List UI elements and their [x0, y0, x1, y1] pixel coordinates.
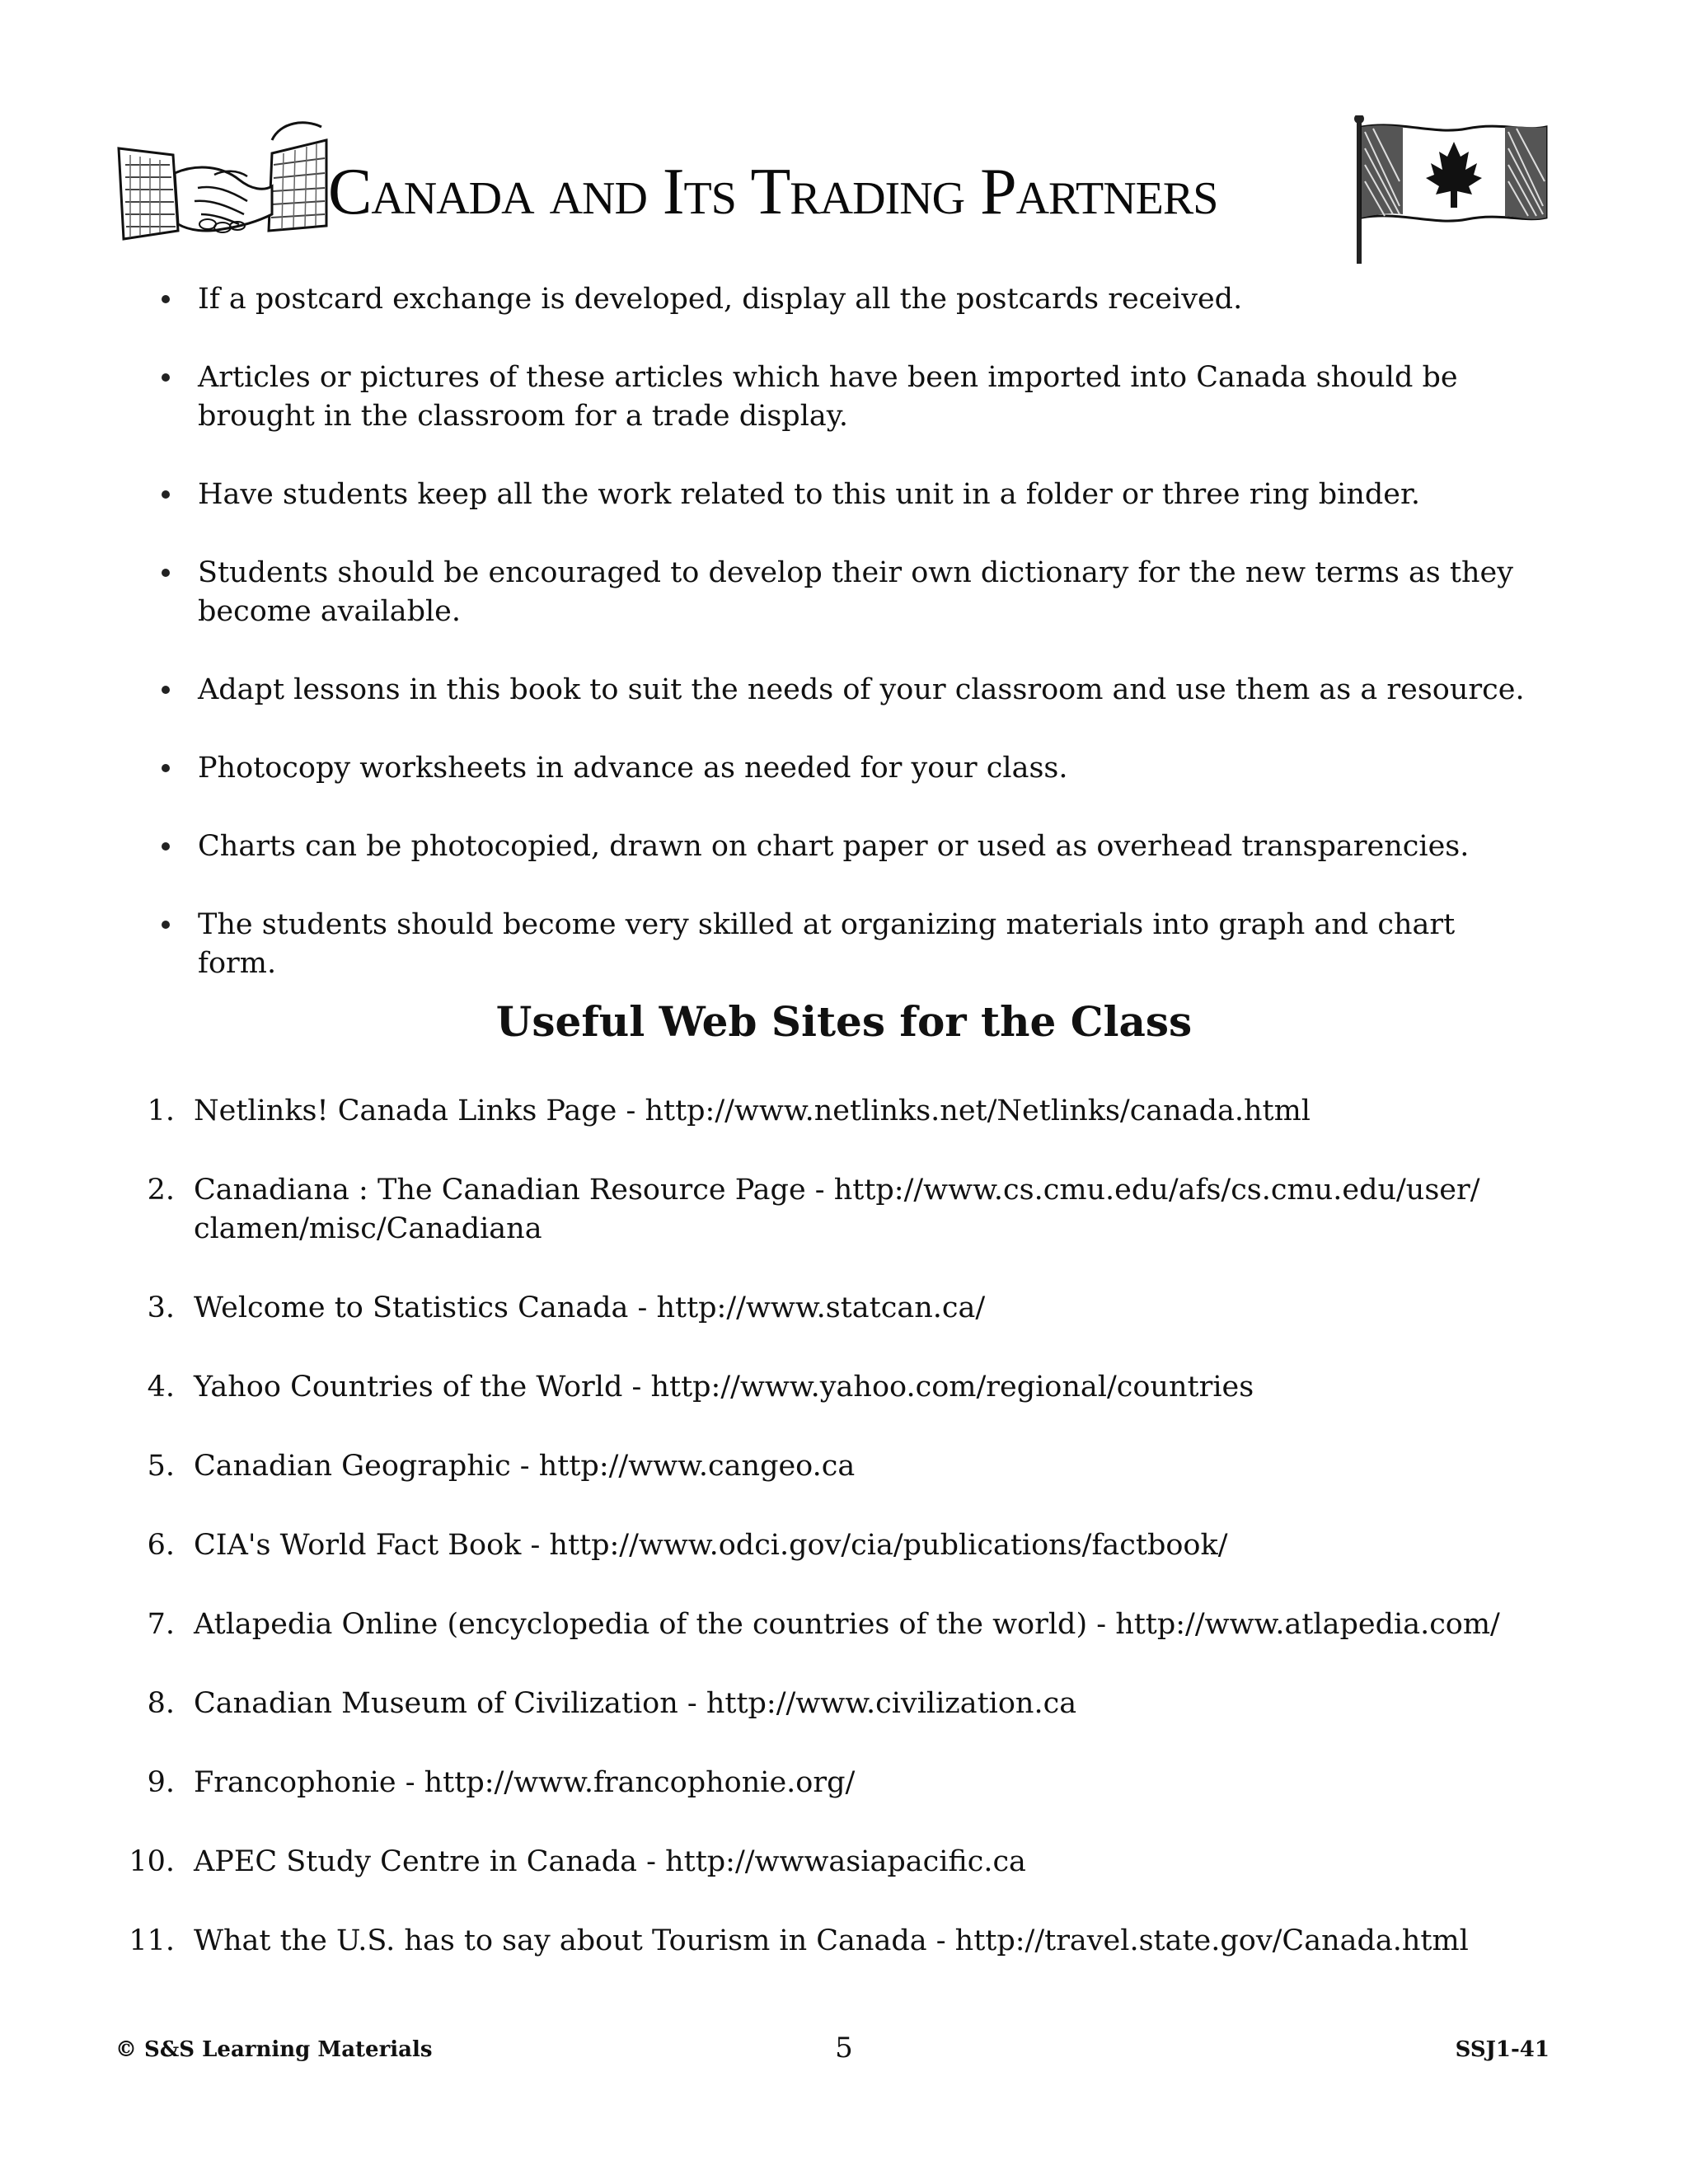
bullet-icon: [162, 295, 170, 303]
item-number: 8.: [147, 1687, 175, 1720]
list-item: Students should be encouraged to develop their own dictionary for the new terms as they become available.: [157, 554, 1525, 631]
site-text: Canadiana : The Canadian Resource Page - http://www.cs.cmu.edu/afs/cs.cmu.edu/user/ clamen/misc/Canadiana: [194, 1174, 1480, 1245]
list-item: [115, 1764, 1533, 1802]
list-item: If a postcard exchange is developed, display all the postcards received.: [157, 280, 1525, 319]
item-number: 5.: [147, 1450, 175, 1483]
list-item: Adapt lessons in this book to suit the needs of your classroom and use them as a resource.: [157, 671, 1525, 710]
list-item: Charts can be photocopied, drawn on chart paper or used as overhead transparencies.: [157, 827, 1525, 866]
web-sites-list: [115, 1092, 1533, 2001]
list-item: Photocopy worksheets in advance as needed for your class.: [157, 749, 1525, 788]
list-item: [115, 1685, 1533, 1723]
tips-list: [157, 280, 1525, 1023]
bullet-icon: [162, 569, 170, 577]
list-item: The students should become very skilled at organizing materials into graph and chart form.: [157, 906, 1525, 983]
list-item: [115, 1447, 1533, 1486]
site-text: CIA's World Fact Book - http://www.odci.gov/cia/publications/factbook/: [194, 1529, 1228, 1562]
list-item: Articles or pictures of these articles which have been imported into Canada should be brought in the classroom for a trade display.: [157, 359, 1525, 436]
site-text: Francophonie - http://www.francophonie.org/: [194, 1766, 856, 1799]
site-text: Canadian Geographic - http://www.cangeo.ca: [194, 1450, 856, 1483]
page-header: [115, 115, 1550, 264]
list-item: [115, 1605, 1533, 1644]
page-title: Canada and Its Trading Partners: [328, 156, 1218, 228]
site-text: Netlinks! Canada Links Page - http://www.netlinks.net/Netlinks/canada.html: [194, 1094, 1311, 1127]
bullet-icon: [162, 842, 170, 851]
item-number: 1.: [147, 1094, 175, 1127]
bullet-icon: [162, 686, 170, 694]
site-text: Atlapedia Online (encyclopedia of the countries of the world) - http://www.atlapedia.com/: [194, 1608, 1500, 1641]
list-item: [115, 1843, 1533, 1882]
list-item: [115, 1092, 1533, 1131]
site-text: Welcome to Statistics Canada - http://www.statcan.ca/: [194, 1291, 986, 1324]
item-number: 4.: [147, 1371, 175, 1404]
page-number: 5: [835, 2032, 853, 2064]
copyright-notice: © S&S Learning Materials: [115, 2037, 433, 2062]
list-item: [115, 1289, 1533, 1328]
list-item: [115, 1922, 1533, 1961]
site-text: APEC Study Centre in Canada - http://wwwasiapacific.ca: [194, 1845, 1026, 1878]
bullet-icon: [162, 373, 170, 382]
site-text: Yahoo Countries of the World - http://www.yahoo.com/regional/countries: [194, 1371, 1254, 1404]
item-number: 9.: [147, 1766, 175, 1799]
bullet-icon: [162, 490, 170, 499]
canada-flag-icon: [1352, 115, 1550, 264]
item-number: 11.: [129, 1924, 175, 1957]
item-number: 6.: [147, 1529, 175, 1562]
list-item: Have students keep all the work related to this unit in a folder or three ring binder.: [157, 476, 1525, 514]
list-item: [115, 1171, 1533, 1249]
item-number: 3.: [147, 1291, 175, 1324]
site-text: What the U.S. has to say about Tourism in Canada - http://travel.state.gov/Canada.html: [194, 1924, 1469, 1957]
bullet-icon: [162, 764, 170, 772]
product-code: SSJ1-41: [1455, 2037, 1550, 2062]
list-item: [115, 1368, 1533, 1407]
item-number: 2.: [147, 1174, 175, 1207]
item-number: 7.: [147, 1608, 175, 1641]
list-item: [115, 1526, 1533, 1565]
bullet-icon: [162, 921, 170, 929]
item-number: 10.: [129, 1845, 175, 1878]
handshake-icon: [115, 115, 330, 255]
section-heading: Useful Web Sites for the Class: [495, 997, 1193, 1046]
site-text: Canadian Museum of Civilization - http://www.civilization.ca: [194, 1687, 1077, 1720]
